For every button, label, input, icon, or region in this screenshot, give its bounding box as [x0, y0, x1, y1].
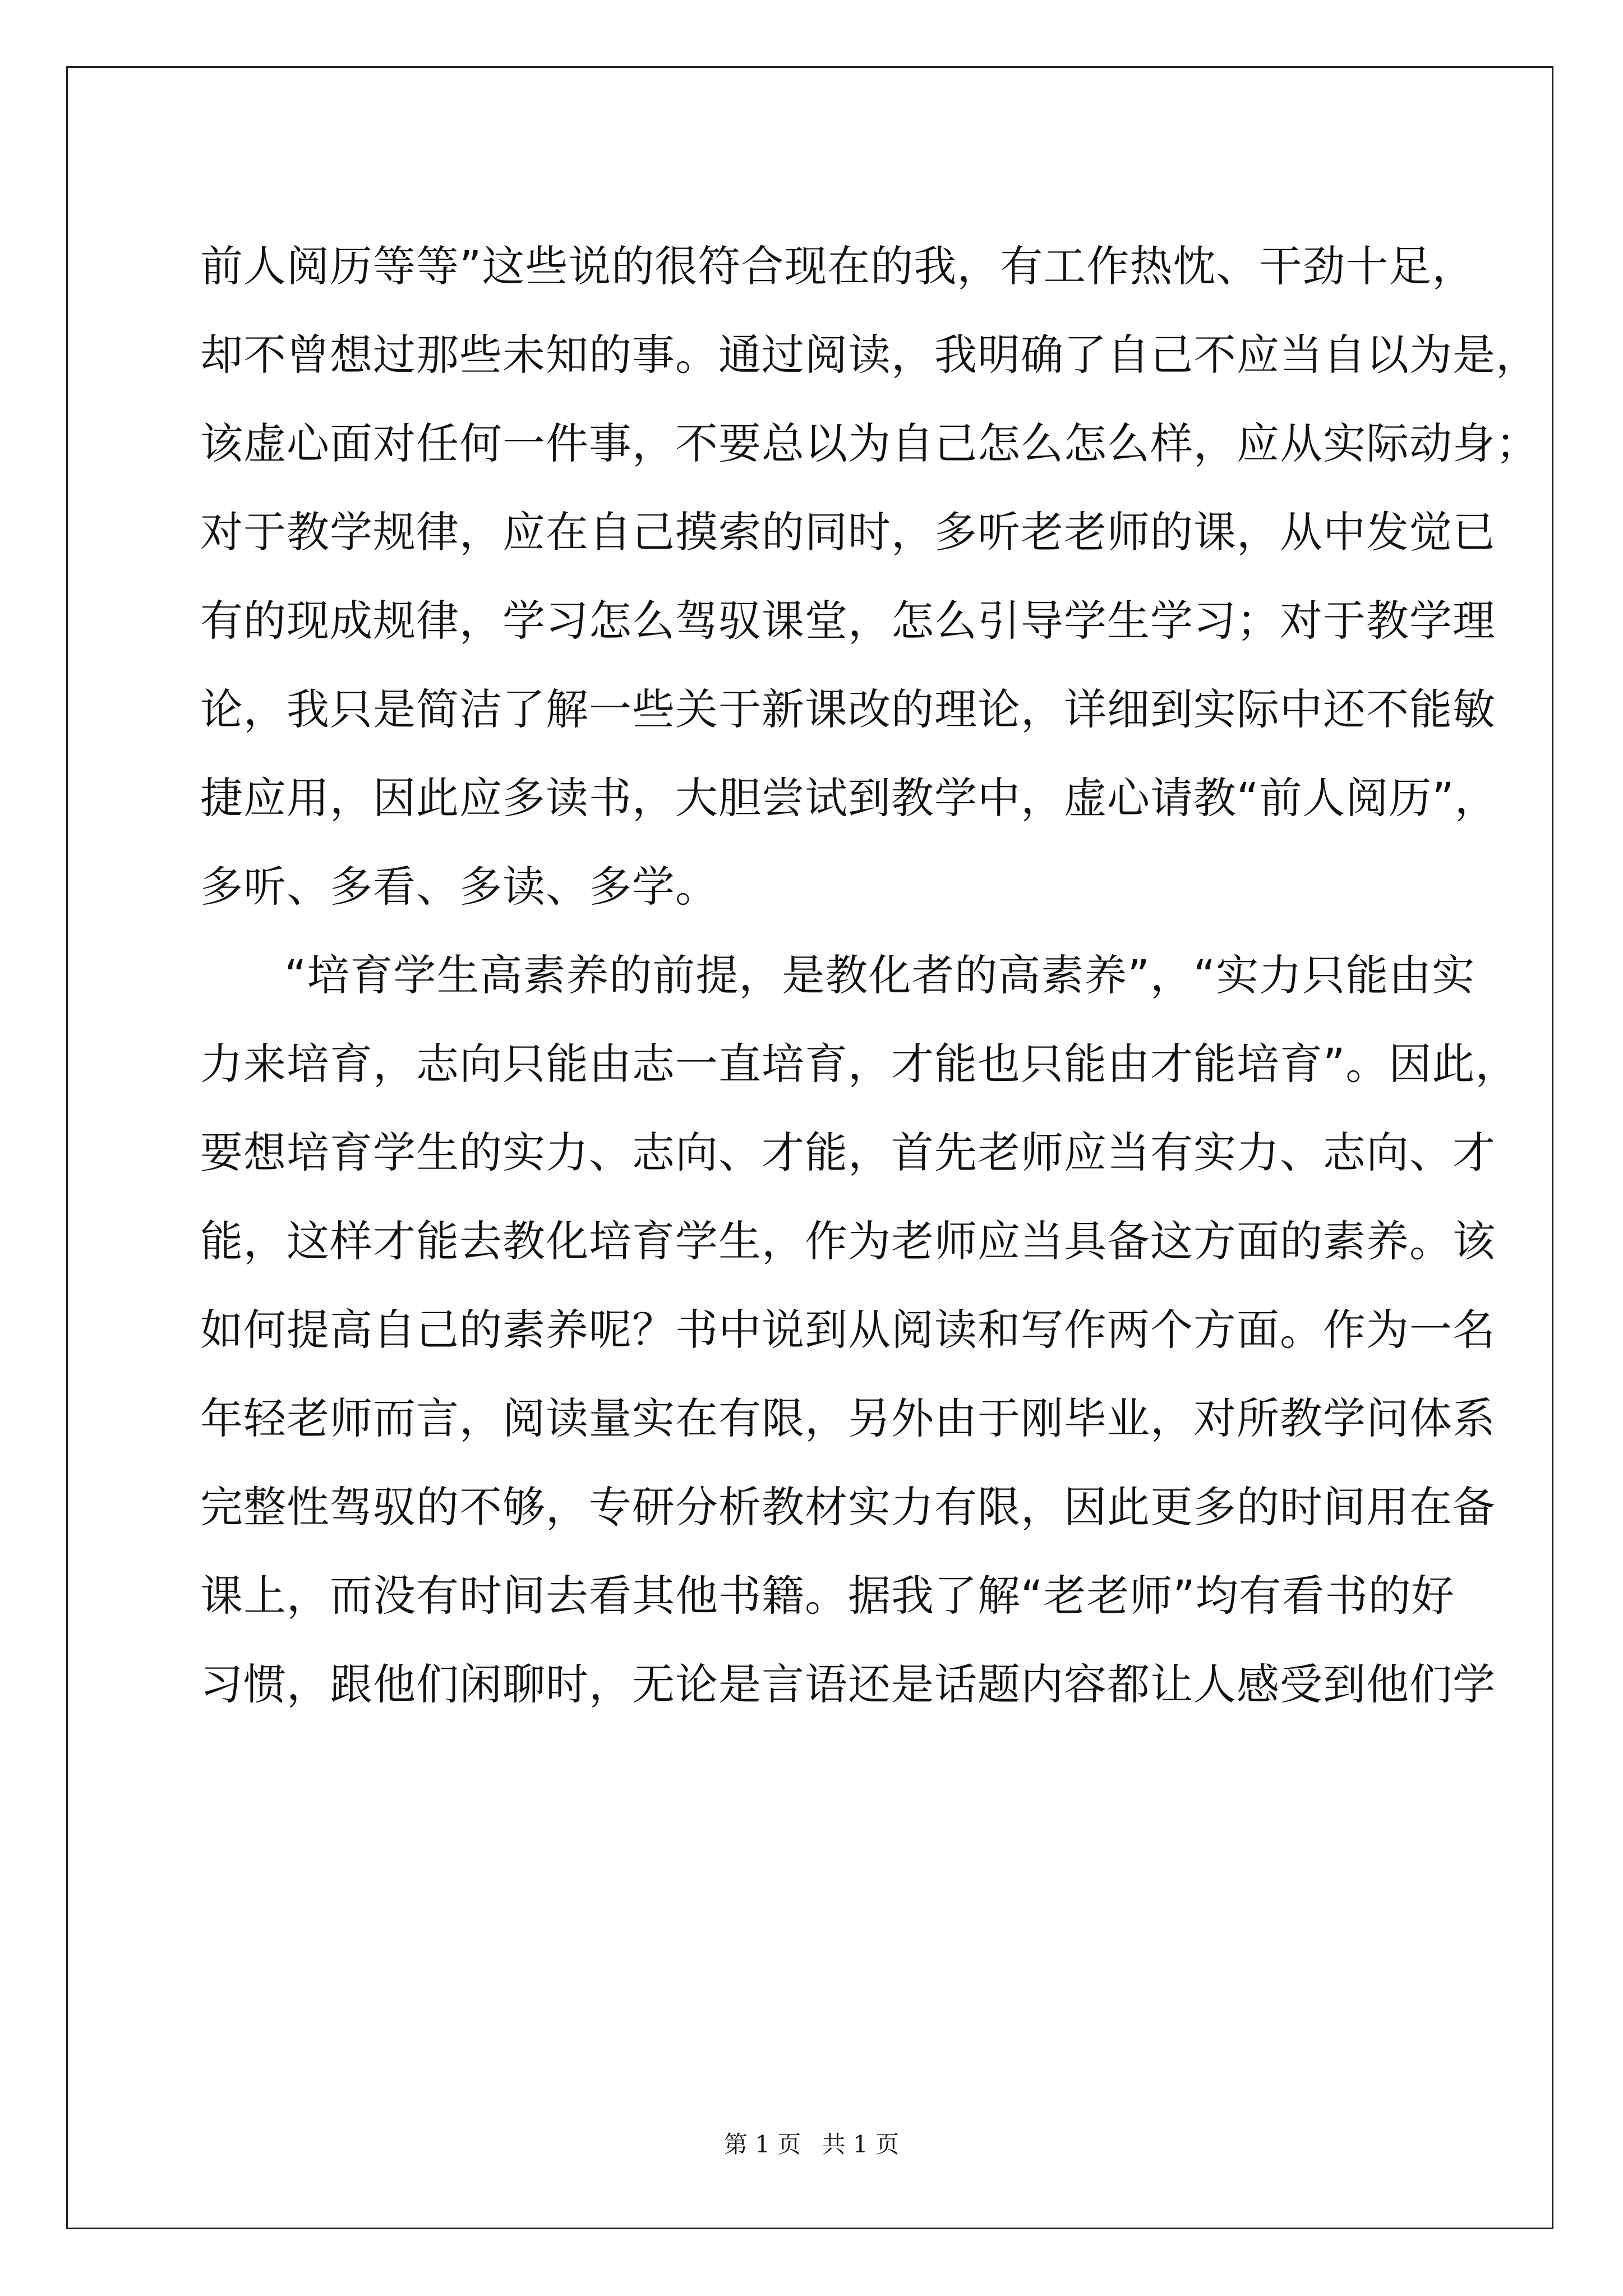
page-total: 共 1 页 [822, 2131, 900, 2158]
text-line: 有的现成规律，学习怎么驾驭课堂，怎么引导学生学习；对于教学理 [200, 596, 1496, 646]
text-line: 如何提高自己的素养呢？书中说到从阅读和写作两个方面。作为一名 [200, 1305, 1496, 1355]
text-line: 完整性驾驭的不够，专研分析教材实力有限，因此更多的时间用在备 [200, 1482, 1496, 1532]
text-line: 前人阅历等等”这些说的很符合现在的我，有工作热忱、干劲十足， [200, 241, 1476, 291]
page-number: 第 1 页 [723, 2131, 801, 2158]
text-line: 论，我只是简洁了解一些关于新课改的理论，详细到实际中还不能敏 [200, 684, 1496, 734]
page-footer [0, 2126, 1623, 2160]
text-line: 能，这样才能去教化培育学生，作为老师应当具备这方面的素养。该 [200, 1216, 1496, 1266]
text-line: 课上，而没有时间去看其他书籍。据我了解“老老师”均有看书的好 [200, 1571, 1455, 1621]
text-line: 力来培育，志向只能由志一直培育，才能也只能由才能培育”。因此， [200, 1039, 1519, 1089]
text-line: 却不曾想过那些未知的事。通过阅读，我明确了自己不应当自以为是， [200, 330, 1539, 380]
text-line: 习惯，跟他们闲聊时，无论是言语还是话题内容都让人感受到他们学 [200, 1659, 1496, 1709]
text-line: 对于教学规律，应在自己摸索的同时，多听老老师的课，从中发觉已 [200, 507, 1496, 557]
text-line: 多听、多看、多读、多学。 [200, 862, 718, 912]
text-line: 要想培育学生的实力、志向、才能，首先老师应当有实力、志向、才 [200, 1128, 1496, 1177]
text-line: 年轻老师而言，阅读量实在有限，另外由于刚毕业，对所教学问体系 [200, 1393, 1496, 1443]
document-body [200, 222, 1539, 1729]
text-line: 该虚心面对任何一件事，不要总以为自己怎么怎么样，应从实际动身； [200, 418, 1539, 468]
text-line: 捷应用，因此应多读书，大胆尝试到教学中，虚心请教“前人阅历”， [200, 773, 1498, 823]
paragraph-first-line: “培育学生高素养的前提，是教化者的高素养”，“实力只能由实 [284, 950, 1476, 1000]
